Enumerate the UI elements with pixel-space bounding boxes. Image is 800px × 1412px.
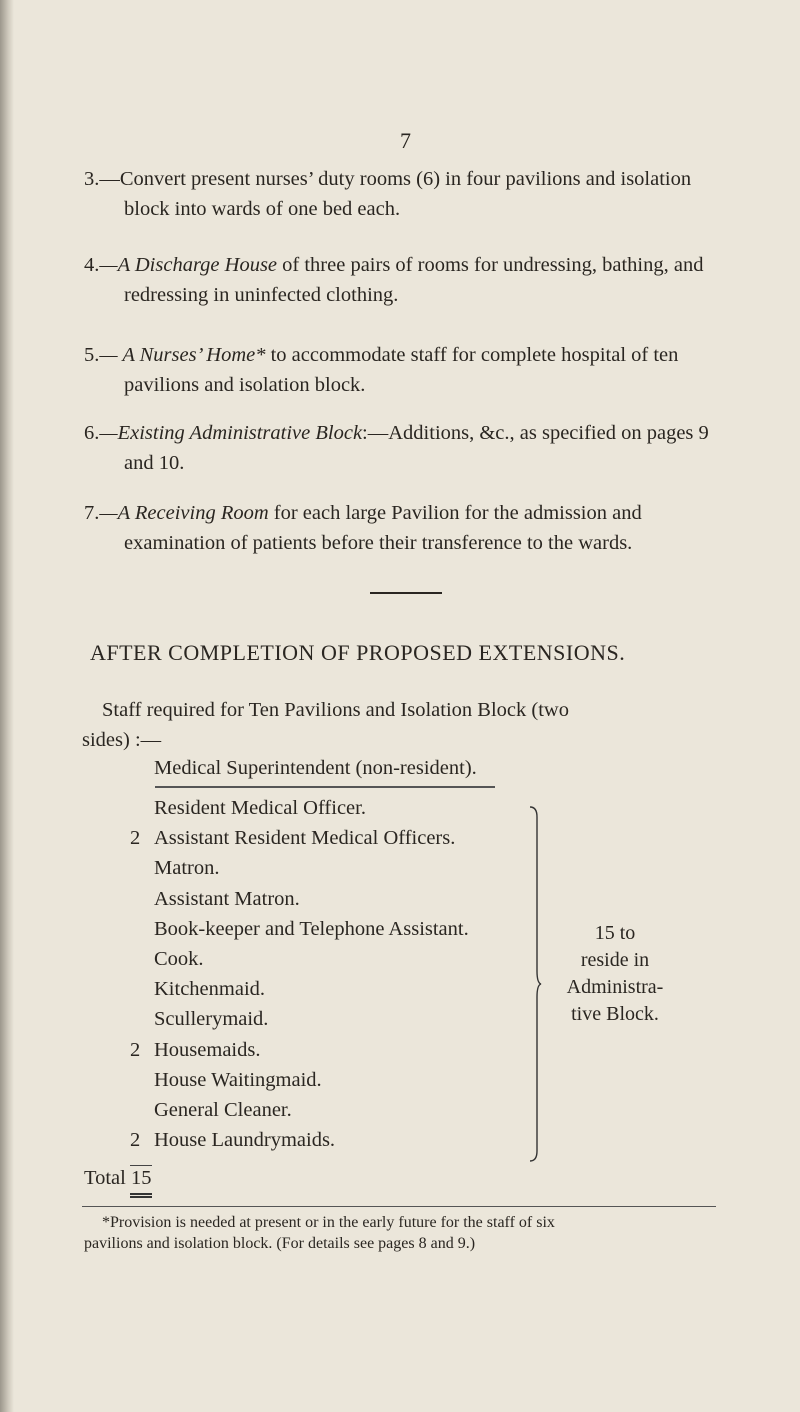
list-item-6 — [84, 418, 714, 478]
staff-role: Assistant Matron. — [154, 887, 300, 910]
item-title: — A Nurses’ Home* — [99, 344, 266, 366]
staff-role: Book-keeper and Telephone Assistant. — [154, 917, 469, 940]
total-double-underline — [130, 1193, 152, 1198]
item-text: —Convert present nurses’ duty rooms (6) in four pavilions and isolation block into wards of one bed each. — [99, 168, 692, 220]
list-item-7 — [84, 498, 714, 558]
total-value: 15 — [130, 1167, 152, 1189]
binding-edge — [0, 0, 14, 1412]
item-title: —A Receiving Room — [99, 502, 269, 524]
staff-intro-line-2: sides) :— — [82, 729, 162, 751]
list-item-3 — [84, 164, 714, 224]
staff-qty: 2 — [130, 827, 141, 850]
item-title: —A Discharge House — [99, 254, 278, 276]
footnote — [84, 1212, 724, 1254]
right-brace-icon — [528, 805, 542, 1163]
staff-role: Housemaids. — [154, 1038, 261, 1061]
staff-intro-line-1: Staff required for Ten Pavilions and Isolation Block (two — [102, 699, 569, 721]
brace-note-line: 15 to — [594, 922, 636, 944]
item-text: for each large Pavilion for the admission and examination of patients before their transference to the wards. — [124, 502, 642, 554]
footnote-line-2: pavilions and isolation block. (For details see pages 8 and 9.) — [84, 1235, 476, 1252]
staff-role: House Waitingmaid. — [154, 1068, 322, 1091]
staff-title-underline — [155, 786, 495, 788]
brace-note-line: Administra- — [566, 976, 664, 998]
item-number: 3. — [84, 168, 100, 190]
list-item-5 — [84, 340, 714, 400]
item-text: :—Additions, &c., as specified on pages 9 and 10. — [124, 422, 709, 474]
staff-qty: 2 — [130, 1129, 141, 1152]
total-rule — [130, 1165, 152, 1166]
section-heading: AFTER COMPLETION OF PROPOSED EXTENSIONS. — [90, 640, 626, 665]
staff-role: Resident Medical Officer. — [154, 797, 366, 819]
total-label: Total — [84, 1167, 126, 1189]
staff-qty: 2 — [130, 1038, 141, 1061]
staff-role: General Cleaner. — [154, 1098, 292, 1121]
staff-role: Matron. — [154, 857, 220, 880]
total-line — [84, 1167, 151, 1190]
footnote-line-1: *Provision is needed at present or in the early future for the staff of six — [102, 1214, 555, 1231]
item-number: 7. — [84, 502, 100, 524]
brace-note-line: tive Block. — [571, 1003, 659, 1025]
brace-note — [560, 920, 670, 1028]
staff-role: Scullerymaid. — [154, 1008, 269, 1031]
list-item-4 — [84, 250, 714, 310]
item-text: of three pairs of rooms for undressing, bathing, and redressing in uninfected clothing. — [124, 254, 704, 306]
staff-list-title: Medical Superintendent (non-resident). — [154, 757, 477, 779]
staff-role: House Laundrymaids. — [154, 1129, 336, 1152]
staff-intro — [82, 695, 702, 755]
item-title: —Existing Administrative Block — [99, 422, 363, 444]
page-number: 7 — [400, 128, 411, 153]
staff-role: Assistant Resident Medical Officers. — [154, 827, 456, 850]
footnote-rule — [82, 1206, 716, 1207]
item-text: to accommodate staff for complete hospital of ten pavilions and isolation block. — [124, 344, 679, 396]
item-number: 4. — [84, 254, 100, 276]
section-divider — [370, 592, 442, 594]
item-number: 6. — [84, 422, 100, 444]
staff-role: Kitchenmaid. — [154, 978, 266, 1001]
item-number: 5. — [84, 344, 100, 366]
brace-note-line: reside in — [580, 949, 650, 971]
staff-role: Cook. — [154, 947, 204, 970]
